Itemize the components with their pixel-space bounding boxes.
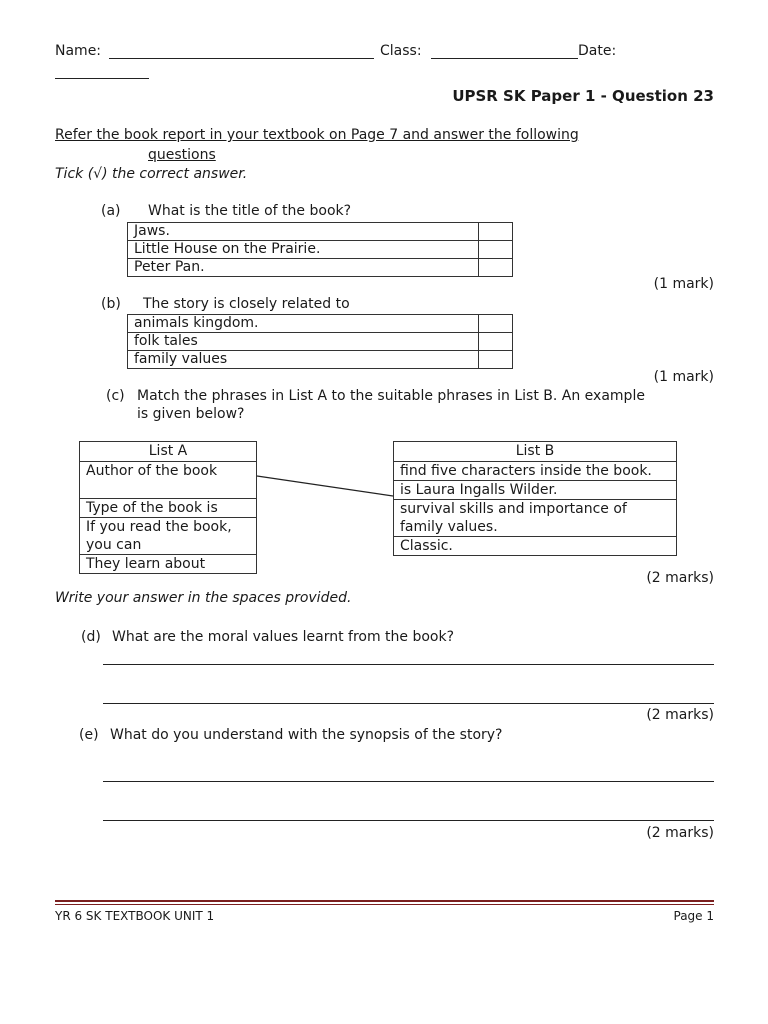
option-text: Jaws. — [128, 223, 479, 241]
list-a-item[interactable]: Author of the book — [80, 462, 257, 499]
footer-rule — [55, 900, 714, 902]
option-text: animals kingdom. — [128, 315, 479, 333]
list-a-header: List A — [80, 442, 257, 462]
question-b-label: (b) — [101, 296, 121, 312]
question-e-label: (e) — [79, 727, 99, 743]
page-title: UPSR SK Paper 1 - Question 23 — [452, 87, 714, 105]
list-b-item[interactable]: survival skills and importance of family values. — [394, 500, 677, 537]
question-d-marks: (2 marks) — [646, 707, 714, 723]
list-a-item[interactable]: Type of the book is — [80, 499, 257, 518]
question-c-text-1: Match the phrases in List A to the suitable phrases in List B. An example — [137, 388, 645, 404]
tick-instruction: Tick (√) the correct answer. — [55, 166, 248, 182]
list-b-item[interactable]: find five characters inside the book. — [394, 462, 677, 481]
question-a-marks: (1 mark) — [653, 276, 714, 292]
footer-rule — [55, 904, 714, 905]
list-a-item[interactable]: If you read the book, you can — [80, 518, 257, 555]
example-match-line — [257, 476, 393, 496]
question-c-text-2: is given below? — [137, 406, 245, 422]
question-b-text: The story is closely related to — [143, 296, 350, 312]
name-label: Name: — [55, 43, 102, 59]
question-c-label: (c) — [106, 388, 125, 404]
question-c-marks: (2 marks) — [646, 570, 714, 586]
question-e-text: What do you understand with the synopsis of the story? — [110, 727, 503, 743]
option-text: family values — [128, 351, 479, 369]
answer-line[interactable] — [103, 703, 714, 704]
list-b-header: List B — [394, 442, 677, 462]
option-text: folk tales — [128, 333, 479, 351]
answer-line[interactable] — [103, 781, 714, 782]
list-a-item[interactable]: They learn about — [80, 555, 257, 574]
question-e-marks: (2 marks) — [646, 825, 714, 841]
footer-left: YR 6 SK TEXTBOOK UNIT 1 — [55, 909, 215, 923]
question-d-label: (d) — [81, 629, 101, 645]
option-text: Little House on the Prairie. — [128, 241, 479, 259]
option-text: Peter Pan. — [128, 259, 479, 277]
question-b-marks: (1 mark) — [653, 369, 714, 385]
write-instruction: Write your answer in the spaces provided. — [55, 590, 352, 606]
answer-line[interactable] — [103, 820, 714, 821]
question-a-label: (a) — [101, 203, 121, 219]
date-label: Date: — [578, 43, 617, 59]
instruction-line-2: questions — [148, 147, 216, 163]
question-d-text: What are the moral values learnt from the book? — [112, 629, 455, 645]
class-label: Class: — [380, 43, 422, 59]
page-number: Page 1 — [673, 909, 714, 923]
instruction-line-1: Refer the book report in your textbook on Page 7 and answer the following — [55, 127, 579, 143]
list-b-item[interactable]: is Laura Ingalls Wilder. — [394, 481, 677, 500]
list-b-item[interactable]: Classic. — [394, 537, 677, 556]
answer-line[interactable] — [103, 664, 714, 665]
question-a-text: What is the title of the book? — [148, 203, 352, 219]
